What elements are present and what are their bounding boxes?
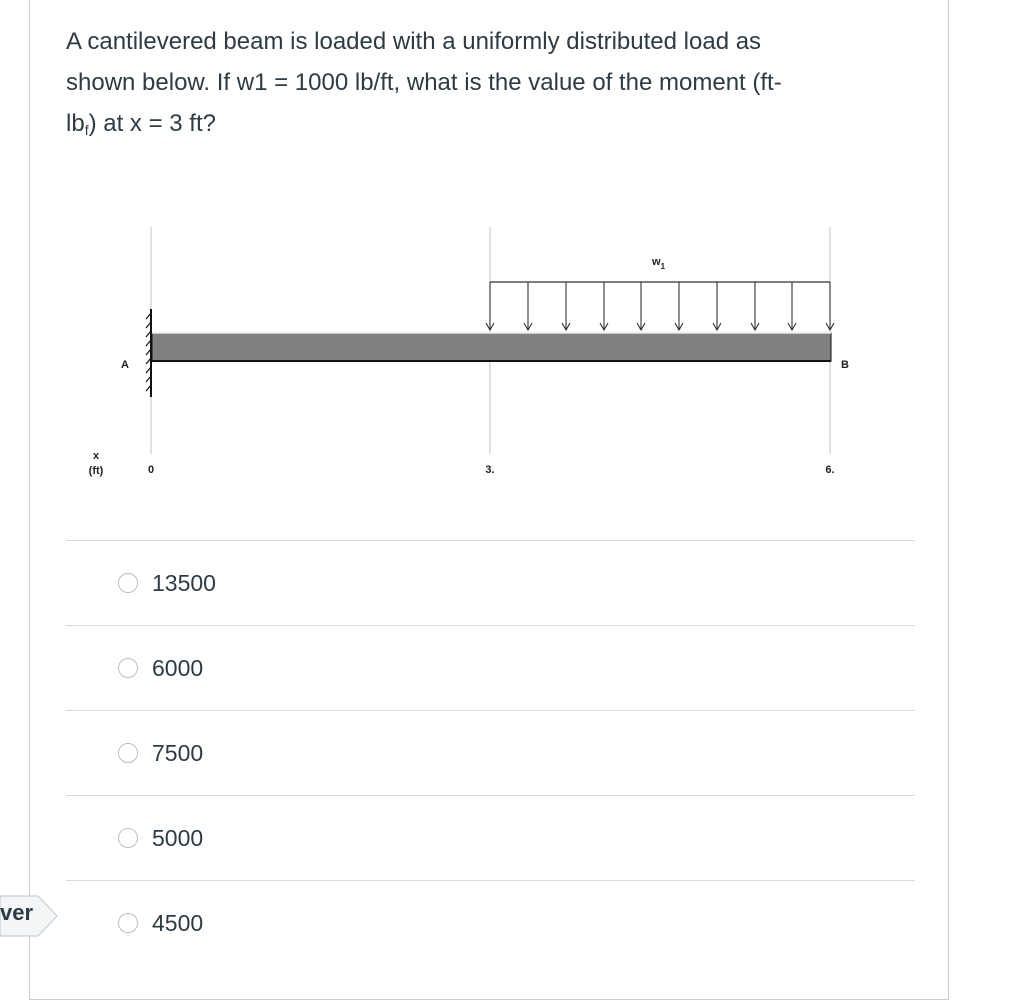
radio-button[interactable] <box>118 913 138 933</box>
radio-button[interactable] <box>118 828 138 848</box>
beam <box>152 333 831 361</box>
question-line-1: A cantilevered beam is loaded with a uniformly distributed load as <box>66 28 762 55</box>
load-arrow-icon <box>524 282 532 330</box>
question-line-3-rest: ) at x = 3 ft? <box>88 110 216 137</box>
answer-side-tab <box>0 895 58 937</box>
load-arrow-icon <box>788 282 796 330</box>
x-axis-unit: (ft) <box>88 465 104 477</box>
answer-label: 4500 <box>152 910 204 936</box>
answer-option[interactable] <box>66 540 915 625</box>
question-card <box>29 0 949 1000</box>
tick-label-0: 0 <box>147 464 155 476</box>
question-line-2: shown below. If w1 = 1000 lb/ft, what is the value of the moment (ft- <box>66 69 782 96</box>
answer-list <box>66 540 915 965</box>
load-arrow-icon <box>637 282 645 330</box>
answer-label: 7500 <box>152 740 204 766</box>
support-label: A <box>121 359 129 371</box>
fixed-support-icon <box>146 309 151 397</box>
load-label: $w_1$ <box>652 256 666 271</box>
load-arrow-icon <box>675 282 683 330</box>
answer-label: 6000 <box>152 655 204 681</box>
answer-option[interactable] <box>66 880 915 965</box>
load-arrow-icon <box>562 282 570 330</box>
answer-option[interactable] <box>66 625 915 710</box>
tick-label-3: 3. <box>485 464 495 476</box>
x-axis-label: x <box>92 450 100 462</box>
load-arrow-icon <box>826 282 834 330</box>
load-arrow-icon <box>751 282 759 330</box>
question-line-3-subscript: f <box>84 122 89 138</box>
answer-tab-label: ver <box>0 900 34 925</box>
answer-option[interactable] <box>66 795 915 880</box>
radio-button[interactable] <box>118 573 138 593</box>
answer-label: 13500 <box>152 570 216 596</box>
load-arrow-icon <box>600 282 608 330</box>
radio-button[interactable] <box>118 658 138 678</box>
load-arrow-icon <box>486 282 494 330</box>
answer-option[interactable] <box>66 710 915 795</box>
beam-diagram <box>30 0 948 519</box>
tick-label-6: 6. <box>825 464 835 476</box>
load-arrows <box>486 282 834 330</box>
load-arrow-icon <box>713 282 721 330</box>
answer-label: 5000 <box>152 825 204 851</box>
radio-button[interactable] <box>118 743 138 763</box>
question-line-3-unit: lb <box>66 110 85 137</box>
end-label: B <box>841 359 849 371</box>
